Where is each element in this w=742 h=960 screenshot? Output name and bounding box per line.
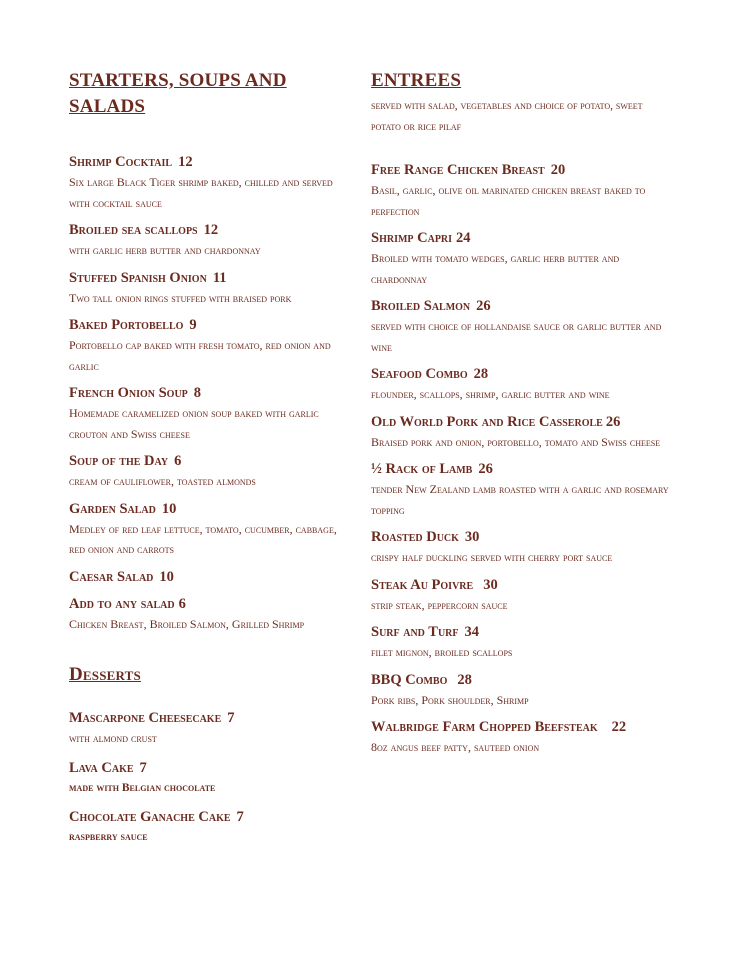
item-price: 11 [212, 269, 227, 286]
menu-item [371, 670, 671, 711]
item-description: 8oz angus beef patty, sauteed onion [371, 740, 540, 754]
item-name: Mascarpone Cheesecake [69, 710, 222, 726]
item-price: 7 [139, 759, 147, 776]
item-name: Garden Salad [69, 500, 156, 517]
item-price: 30 [483, 576, 498, 593]
item-description: cream of cauliflower, toasted almonds [69, 474, 256, 488]
item-description: Pork ribs, Pork shoulder, Shrimp [371, 692, 529, 707]
item-name: Broiled sea scallops [69, 222, 198, 238]
menu-item [69, 758, 354, 799]
item-price: 22 [611, 719, 627, 735]
item-description: Chicken Breast, Broiled Salmon, Grilled Shrimp [69, 616, 305, 631]
item-description: Homemade caramelized onion soup baked with garlic crouton and Swiss cheese [69, 406, 319, 441]
item-name: ½ Rack of Lamb [371, 461, 473, 477]
item-description: Two tall onion rings stuffed with braised pork [69, 290, 292, 305]
item-price: 26 [605, 413, 621, 430]
item-name: BBQ Combo [371, 671, 448, 688]
item-name: Shrimp Cocktail [69, 154, 173, 170]
item-name: Free Range Chicken Breast [371, 162, 545, 178]
menu-item [69, 268, 354, 309]
menu-item [69, 383, 354, 444]
item-description: Medley of red leaf lettuce, tomato, cucumber, cabbage, red onion and carrots [69, 521, 337, 556]
item-description: flounder, scallops, shrimp, garlic butter and wine [371, 387, 610, 401]
item-price: 26 [478, 461, 493, 477]
item-description: filet mignon, broiled scallops [371, 645, 513, 659]
item-price: 10 [159, 568, 174, 585]
item-name: Walbridge Farm Chopped Beefsteak [371, 719, 598, 735]
item-name: Lava Cake [69, 759, 134, 776]
menu-item [69, 708, 354, 749]
starters-heading: STARTERS, SOUPS AND SALADS [69, 70, 287, 117]
item-description: with almond crust [69, 731, 157, 745]
item-price: 9 [189, 317, 197, 333]
menu-item [69, 152, 354, 213]
item-name: Caesar Salad [69, 568, 154, 585]
item-name: Shrimp Capri [371, 230, 453, 246]
item-price: 30 [464, 529, 480, 545]
item-price: 26 [476, 298, 491, 314]
item-name: Broiled Salmon [371, 298, 471, 314]
menu-item [371, 459, 671, 520]
left-column [69, 68, 354, 848]
item-name: Seafood Combo [371, 366, 468, 382]
item-description: Six large Black Tiger shrimp baked, chilled and served with cocktail sauce [69, 175, 333, 210]
menu-item [69, 807, 354, 848]
item-name: Surf and Turf [371, 624, 459, 640]
item-price: 28 [457, 671, 472, 688]
desserts-heading: Desserts [69, 664, 141, 685]
menu-item [69, 315, 354, 376]
menu-item [69, 567, 354, 587]
item-price: 6 [178, 595, 186, 612]
menu-item [371, 527, 671, 568]
menu-item [69, 451, 354, 492]
menu-item [371, 364, 671, 405]
item-description: made with Belgian chocolate [69, 781, 216, 794]
item-price: 7 [227, 710, 235, 726]
menu-item [69, 499, 354, 560]
menu-item [69, 220, 354, 261]
item-description: Broiled with tomato wedges, garlic herb butter and chardonnay [371, 251, 620, 286]
item-price: 34 [464, 624, 479, 640]
item-name: Chocolate Ganache Cake [69, 809, 231, 825]
item-name: Stuffed Spanish Onion [69, 269, 207, 286]
item-price: 6 [174, 453, 182, 469]
menu-item [371, 622, 671, 663]
item-price: 20 [550, 162, 566, 178]
item-description: raspberry sauce [69, 831, 148, 843]
menu-item [371, 296, 671, 357]
item-description: with garlic herb butter and chardonnay [69, 243, 261, 257]
item-name: Steak Au Poivre [371, 576, 474, 593]
entrees-heading: ENTREES [371, 70, 462, 91]
item-price: 12 [178, 154, 193, 170]
item-name: Soup of the Day [69, 453, 169, 469]
item-price: 8 [193, 385, 202, 401]
menu-item [69, 594, 354, 635]
item-description: tender New Zealand lamb roasted with a garlic and rosemary topping [371, 482, 669, 517]
item-price: 12 [203, 222, 219, 238]
menu-item [371, 412, 671, 453]
item-description: crispy half duckling served with cherry port sauce [371, 550, 613, 564]
item-description: served with choice of hollandaise sauce or garlic butter and wine [371, 319, 662, 354]
item-description: strip steak, peppercorn sauce [371, 597, 508, 612]
item-name: French Onion Soup [69, 385, 188, 401]
item-description: Portobello cap baked with fresh tomato, red onion and garlic [69, 338, 331, 373]
item-description: Basil, garlic, olive oil marinated chicken breast baked to perfection [371, 183, 646, 218]
menu-item [371, 717, 671, 758]
right-column [371, 68, 671, 758]
menu-item [371, 575, 671, 616]
item-name: Old World Pork and Rice Casserole [371, 413, 603, 430]
entrees-subtitle: served with salad, vegetables and choice of potato, sweet potato or rice pilaf [371, 100, 643, 133]
item-name: Add to any salad [69, 595, 175, 612]
item-name: Baked Portobello [69, 317, 184, 333]
item-name: Roasted Duck [371, 529, 459, 545]
item-price: 7 [236, 809, 244, 825]
menu-item [371, 160, 671, 221]
item-price: 10 [161, 500, 177, 517]
menu-item [371, 228, 671, 289]
item-price: 24 [456, 230, 471, 246]
item-description: Braised pork and onion, portobello, tomato and Swiss cheese [371, 434, 661, 449]
item-price: 28 [473, 366, 489, 382]
